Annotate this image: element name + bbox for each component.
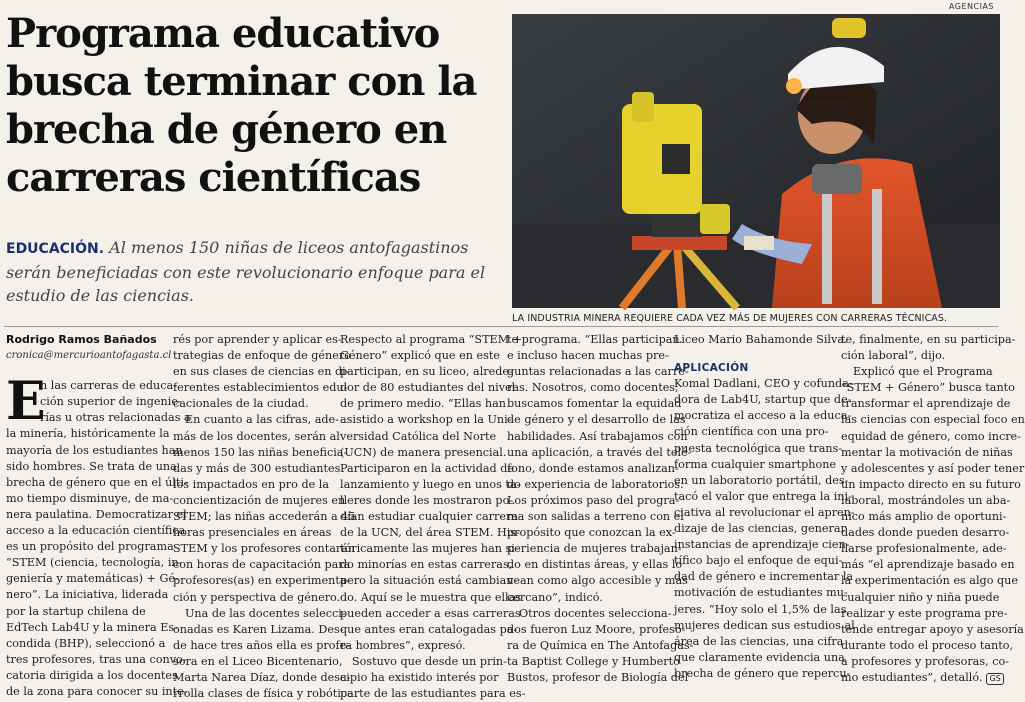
text-line: concientización de mujeres en bbox=[173, 493, 346, 507]
text-line: por la startup chilena de bbox=[6, 604, 146, 618]
text-line: ferentes establecimientos edu- bbox=[173, 381, 348, 395]
text-line: mo estudiantes”, detalló. GS bbox=[841, 670, 997, 686]
text-line: do minorías en estas carreras, bbox=[340, 558, 513, 572]
text-line: “STEM + Género” busca tanto bbox=[841, 381, 1015, 395]
text-line: do. Aquí se le muestra que ellas bbox=[340, 590, 522, 604]
text-line: Los próximos paso del progra- bbox=[507, 493, 680, 507]
text-line: guntas relacionadas a las carre- bbox=[507, 365, 689, 379]
text-line: brecha de género que repercu- bbox=[674, 666, 851, 680]
text-line: dían estudiar cualquier carrera bbox=[340, 510, 519, 524]
byline-name: Rodrigo Ramos Bañados bbox=[6, 333, 157, 346]
text-line: ción científica con una pro- bbox=[674, 425, 829, 439]
text-line: de primero medio. “Ellas han bbox=[340, 397, 507, 411]
text-line: Bustos, profesor de Biología del bbox=[507, 670, 689, 684]
text-line: motivación de estudiantes mu- bbox=[674, 586, 848, 600]
dropcap-paragraph bbox=[6, 371, 191, 433]
text-line: menos 150 las niñas beneficia- bbox=[173, 445, 348, 459]
text-line: (UCN) de manera presencial. bbox=[340, 445, 507, 459]
text-line: dades donde pueden desarro- bbox=[841, 526, 1010, 540]
text-line: mo tiempo disminuye, de ma- bbox=[6, 491, 174, 505]
text-line: periencia de mujeres trabajan- bbox=[507, 542, 682, 556]
text-line: vean como algo accesible y más bbox=[507, 574, 688, 588]
text-line: a profesores y profesoras, co- bbox=[841, 654, 1009, 668]
text-line: área de las ciencias, una cifra bbox=[674, 634, 844, 648]
text-line: los impactados en pro de la bbox=[173, 477, 330, 491]
text-line: durante todo el proceso tanto, bbox=[841, 638, 1014, 652]
dropcap-letter: E bbox=[6, 371, 46, 433]
text-line: En cuanto a las cifras, ade- bbox=[185, 413, 339, 427]
text-line: Explicó que el Programa bbox=[853, 365, 993, 379]
text-line: buscamos fomentar la equidad bbox=[507, 397, 682, 411]
text-line: dad de género e incrementar la bbox=[674, 570, 854, 584]
article-headline bbox=[6, 10, 496, 202]
headline-line: carreras científicas bbox=[6, 154, 421, 201]
text-line: ra de Química en The Antofagas- bbox=[507, 638, 694, 652]
text-line: Otros docentes selecciona- bbox=[519, 606, 672, 620]
text-line: con horas de capacitación para bbox=[173, 558, 351, 572]
text-line: en un laboratorio portátil, des- bbox=[674, 473, 849, 487]
byline-email: cronica@mercurioantofagasta.cl bbox=[6, 350, 172, 362]
headline-line: busca terminar con la bbox=[6, 58, 477, 105]
text-line: geniería y matemáticas) + Gé- bbox=[6, 572, 179, 586]
text-line: acceso a la educación científica bbox=[6, 524, 186, 538]
text-line: que claramente evidencia una bbox=[674, 650, 845, 664]
text-line: onadas es Karen Lizama. Des- bbox=[173, 622, 344, 636]
article-column-6 bbox=[841, 332, 1025, 686]
text-line: la minería, históricamente la bbox=[6, 427, 170, 441]
text-line: lanzamiento y luego en unos ta- bbox=[340, 477, 521, 491]
text-line: trategias de enfoque de género bbox=[173, 349, 351, 363]
text-line: dos fueron Luz Moore, profeso- bbox=[507, 622, 686, 636]
text-line: participan, en su liceo, alrede- bbox=[340, 365, 513, 379]
text-line: ras. Nosotros, como docentes, bbox=[507, 381, 679, 395]
text-line: fono, donde estamos analizan- bbox=[507, 461, 679, 475]
text-line: rías u otras relacionadas a bbox=[40, 411, 191, 425]
article-column-3 bbox=[340, 332, 526, 702]
text-line: tende entregar apoyo y asesoría bbox=[841, 622, 1024, 636]
text-line: propósito que conozcan la ex- bbox=[507, 526, 676, 540]
text-line: rrolla clases de física y robótica. bbox=[173, 687, 358, 701]
text-line: y adolescentes y así poder tener bbox=[841, 461, 1025, 475]
column-2-body bbox=[173, 332, 358, 702]
text-line: mentar la motivación de niñas bbox=[841, 445, 1013, 459]
text-line: STEM y los profesores contarán bbox=[173, 542, 356, 556]
headline-line: Programa educativo bbox=[6, 10, 440, 57]
text-line: de la zona para conocer su inte- bbox=[6, 684, 188, 698]
text-line: cacionales de la ciudad. bbox=[173, 397, 309, 411]
text-line: de la UCN, del área STEM. His- bbox=[340, 526, 520, 540]
text-line: es un propósito del programa bbox=[6, 540, 174, 554]
text-line: en sus clases de ciencias en di- bbox=[173, 365, 350, 379]
text-line: que antes eran catalogadas pa- bbox=[340, 622, 518, 636]
text-line: nero”. La iniciativa, liderada bbox=[6, 588, 169, 602]
text-line: Género” explicó que en este bbox=[340, 349, 500, 363]
text-line: puesta tecnológica que trans- bbox=[674, 441, 843, 455]
text-line: instancias de aprendizaje cien- bbox=[674, 538, 850, 552]
text-line: tacó el valor que entrega la ini- bbox=[674, 489, 852, 503]
section-subhead: APLICACIÓN bbox=[674, 362, 749, 375]
headline-line: brecha de género en bbox=[6, 106, 447, 153]
text-line: e incluso hacen muchas pre- bbox=[507, 349, 669, 363]
text-line: tres profesores, tras una convo- bbox=[6, 652, 187, 666]
text-line: Respecto al programa “STEM + bbox=[340, 333, 523, 346]
text-line: STEM; las niñas accederán a 45 bbox=[173, 510, 356, 524]
text-line: ción y perspectiva de género. bbox=[173, 590, 341, 604]
text-line: nico más amplio de oportuni- bbox=[841, 510, 1007, 524]
text-line: sora en el Liceo Bicentenario, bbox=[173, 654, 343, 668]
text-line: Sostuvo que desde un prin- bbox=[352, 654, 507, 668]
text-line: parte de las estudiantes para es- bbox=[340, 687, 526, 701]
text-line: sido hombres. Se trata de una bbox=[6, 459, 177, 473]
text-line: más “el aprendizaje basado en bbox=[841, 558, 1015, 572]
text-line: habilidades. Así trabajamos con bbox=[507, 429, 688, 443]
text-line: do experiencia de laboratorios. bbox=[507, 477, 684, 491]
text-line: tóricamente las mujeres han si- bbox=[340, 542, 519, 556]
text-line: la experimentación es algo que bbox=[841, 574, 1018, 588]
text-line: n las carreras de educa- bbox=[40, 379, 177, 393]
article-end-mark: GS bbox=[986, 673, 1003, 685]
text-line: de género y el desarrollo de las bbox=[507, 413, 686, 427]
text-line: laboral, mostrándoles un aba- bbox=[841, 493, 1011, 507]
deck-line-1 bbox=[6, 236, 496, 261]
text-line: te, finalmente, en su participa- bbox=[841, 333, 1016, 346]
article-column-5 bbox=[674, 332, 855, 682]
text-line: dizaje de las ciencias, generar bbox=[674, 522, 846, 536]
text-line: catoria dirigida a los docentes bbox=[6, 668, 178, 682]
text-line: cualquier niño y niña puede bbox=[841, 590, 1000, 604]
deck-line: serán beneficiadas con este revolucionario enfoque para el bbox=[6, 263, 486, 282]
text-line: ra hombres”, expresó. bbox=[340, 638, 466, 652]
text-line: un impacto directo en su futuro bbox=[841, 477, 1021, 491]
text-line: Marta Narea Díaz, donde desa- bbox=[173, 670, 351, 684]
text-line: llarse profesionalmente, ade- bbox=[841, 542, 1007, 556]
deck-line: estudio de las ciencias. bbox=[6, 286, 195, 305]
text-line: ciativa al revolucionar el apren- bbox=[674, 505, 855, 519]
photo-caption: LA INDUSTRIA MINERA REQUIERE CADA VEZ MÁS DE MUJERES CON CARRERAS TÉCNICAS. bbox=[512, 313, 948, 324]
text-line: ta Baptist College y Humberto bbox=[507, 654, 680, 668]
article-photo bbox=[512, 14, 1000, 308]
text-line: do en distintas áreas, y ellas lo bbox=[507, 558, 683, 572]
text-line: Liceo Mario Bahamonde Silva. bbox=[674, 333, 848, 346]
text-line: te programa. “Ellas participan bbox=[507, 333, 680, 346]
text-line: nera paulatina. Democratizar el bbox=[6, 507, 187, 521]
photo-illustration bbox=[512, 14, 1000, 308]
column-4-body bbox=[507, 332, 694, 686]
text-line: rés por aprender y aplicar es- bbox=[173, 333, 342, 346]
section-divider bbox=[4, 326, 998, 327]
column-6-body bbox=[841, 332, 1025, 686]
text-line: das y más de 300 estudiantes bbox=[173, 461, 341, 475]
text-line: pueden acceder a esas carreras bbox=[340, 606, 521, 620]
text-line: horas presenciales en áreas bbox=[173, 526, 332, 540]
text-line: profesores(as) en experimenta- bbox=[173, 574, 351, 588]
text-line: de hace tres años ella es profe- bbox=[173, 638, 351, 652]
text-line: mayoría de los estudiantes han bbox=[6, 443, 183, 457]
text-line: más de los docentes, serán al bbox=[173, 429, 340, 443]
text-line: pero la situación está cambian- bbox=[340, 574, 518, 588]
text-line: dora de Lab4U, startup que de- bbox=[674, 393, 852, 407]
text-line: mujeres dedican sus estudios al bbox=[674, 618, 855, 632]
text-line: una aplicación, a través del telé- bbox=[507, 445, 692, 459]
article-column-4 bbox=[507, 332, 694, 686]
text-line: Una de las docentes selecci- bbox=[185, 606, 346, 620]
text-line: ción superior de ingenie- bbox=[40, 395, 182, 409]
text-line: brecha de género que en el últi- bbox=[6, 475, 188, 489]
article-column-1 bbox=[6, 332, 191, 700]
column-5-top bbox=[674, 332, 848, 348]
text-line: realizar y este programa pre- bbox=[841, 606, 1008, 620]
text-line: versidad Católica del Norte bbox=[340, 429, 497, 443]
text-line: equidad de género, como incre- bbox=[841, 429, 1021, 443]
text-line: Participaron en la actividad de bbox=[340, 461, 515, 475]
text-line: EdTech Lab4U y la minera Es- bbox=[6, 620, 178, 634]
column-3-body bbox=[340, 332, 526, 702]
deck-text: Al menos 150 niñas de liceos antofagastinos bbox=[104, 238, 469, 257]
text-line: lleres donde les mostraron po- bbox=[340, 493, 514, 507]
text-line: cipio ha existido interés por bbox=[340, 670, 499, 684]
text-line: cercano”, indicó. bbox=[507, 590, 603, 604]
text-line: dor de 80 estudiantes del nivel bbox=[340, 381, 516, 395]
section-kicker: EDUCACIÓN. bbox=[6, 241, 105, 257]
text-line: transformar el aprendizaje de bbox=[841, 397, 1011, 411]
text-line: forma cualquier smartphone bbox=[674, 457, 837, 471]
text-line: ma son salidas a terreno con el bbox=[507, 510, 684, 524]
text-line: mocratiza el acceso a la educa- bbox=[674, 409, 852, 423]
text-line: Komal Dadlani, CEO y cofunda- bbox=[674, 377, 853, 391]
text-line: tífico bajo el enfoque de equi- bbox=[674, 554, 843, 568]
article-column-2 bbox=[173, 332, 358, 702]
column-1-body bbox=[6, 426, 188, 700]
text-line: las ciencias con especial foco en bbox=[841, 413, 1025, 427]
text-line: “STEM (ciencia, tecnología, in- bbox=[6, 556, 183, 570]
text-line: ción laboral”, dijo. bbox=[841, 349, 946, 363]
text-line: asistido a workshop en la Uni- bbox=[340, 413, 512, 427]
text-line: condida (BHP), seleccionó a bbox=[6, 636, 166, 650]
column-5-body bbox=[674, 376, 855, 682]
article-deck bbox=[6, 236, 496, 307]
photo-credit: AGENCIAS bbox=[948, 2, 994, 11]
text-line: jeres. “Hoy solo el 1,5% de las bbox=[674, 602, 847, 616]
